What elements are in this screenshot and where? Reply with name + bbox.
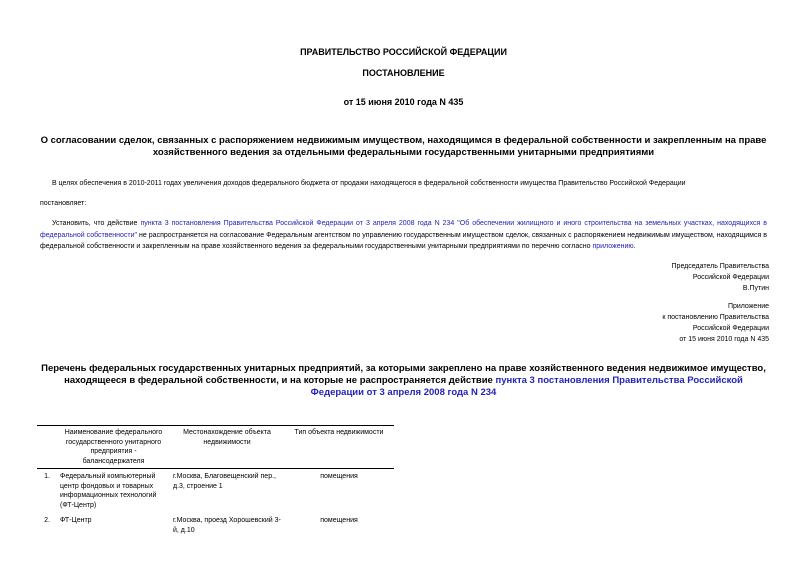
signature-block [672, 261, 769, 294]
appendix-block [662, 301, 769, 345]
header-num [37, 426, 57, 469]
appendix-label: Приложение [727, 303, 769, 310]
enterprises-table [37, 425, 394, 538]
government-title: ПРАВИТЕЛЬСТВО РОССИЙСКОЙ ФЕДЕРАЦИИ [300, 47, 507, 57]
link-list-decree-234[interactable]: пункта 3 постановления Правительства Российской Федерации от 3 апреля 2008 года N 234 [310, 375, 743, 398]
appendix-ref: к постановлению Правительства [662, 314, 769, 321]
paragraph-main-end: . [633, 243, 636, 250]
row-type: помещения [320, 517, 358, 524]
signature-name: В.Путин [742, 285, 769, 292]
link-decree-234[interactable]: пункта 3 постановления Правительства Российской Федерации от 3 апреля 2008 года N 234 "Об обеспечении жилищного и иного строительства на земельных участках, находящихся в федеральной собственности" [40, 220, 767, 239]
signature-country: Российской Федерации [692, 274, 769, 281]
header-location: Местонахождение объекта недвижимости [183, 429, 271, 446]
table-row [37, 513, 394, 538]
paragraph-preamble: В целях обеспечения в 2010-2011 годах увеличения доходов федерального бюджета от продажи находящегося в федеральной собственности имущества Правительство Российской Федерации [52, 180, 686, 187]
row-location: г.Москва, Благовещенский пер., д.3, строение 1 [173, 473, 276, 490]
header-name: Наименование федерального государственного унитарного предприятия - балансодержателя [64, 429, 163, 465]
paragraph-resolves: постановляет: [40, 200, 87, 207]
paragraph-main [40, 218, 767, 253]
document-date-number: от 15 июня 2010 года N 435 [343, 97, 464, 107]
row-location: г.Москва, проезд Хорошевский 3-й, д.10 [173, 517, 281, 534]
row-num: 2. [44, 517, 50, 524]
table-row [37, 469, 394, 514]
header-type: Тип объекта недвижимости [294, 429, 384, 436]
document-subject: О согласовании сделок, связанных с распоряжением недвижимым имуществом, находящимся в федеральной собственности и закрепленным на праве хозяйственного ведения за отдельными федеральными государственными унитарными предприятиями [40, 135, 767, 158]
appendix-country: Российской Федерации [692, 325, 769, 332]
table-header-row [37, 426, 394, 469]
row-name: ФТ-Центр [60, 517, 92, 524]
link-appendix[interactable]: приложению [592, 243, 634, 250]
document-type: ПОСТАНОВЛЕНИЕ [362, 68, 445, 78]
appendix-date: от 15 июня 2010 года N 435 [679, 336, 769, 343]
row-name: Федеральный компьютерный центр фондовых и товарных информационных технологий (ФТ-Центр) [60, 473, 157, 509]
paragraph-main-middle: не распространяется на согласование Федеральным агентством по управлению государственным имуществом сделок, связанных с распоряжением недвижимым имуществом, находящимся в федеральной собственности и закрепленным на праве хозяйственного ведения за федеральными государственными унитарными предприятиями по перечню согласно [40, 231, 767, 250]
signature-position: Председатель Правительства [671, 263, 769, 270]
row-num: 1. [44, 473, 50, 480]
list-title-text: Перечень федеральных государственных унитарных предприятий, за которыми закреплено на праве хозяйственного ведения недвижимое имущество, находящееся в федеральной собственности, и на которые не распространяется действие [41, 363, 766, 386]
row-type: помещения [320, 473, 358, 480]
list-title [40, 363, 767, 399]
paragraph-main-start: Установить, что действие [52, 220, 141, 227]
